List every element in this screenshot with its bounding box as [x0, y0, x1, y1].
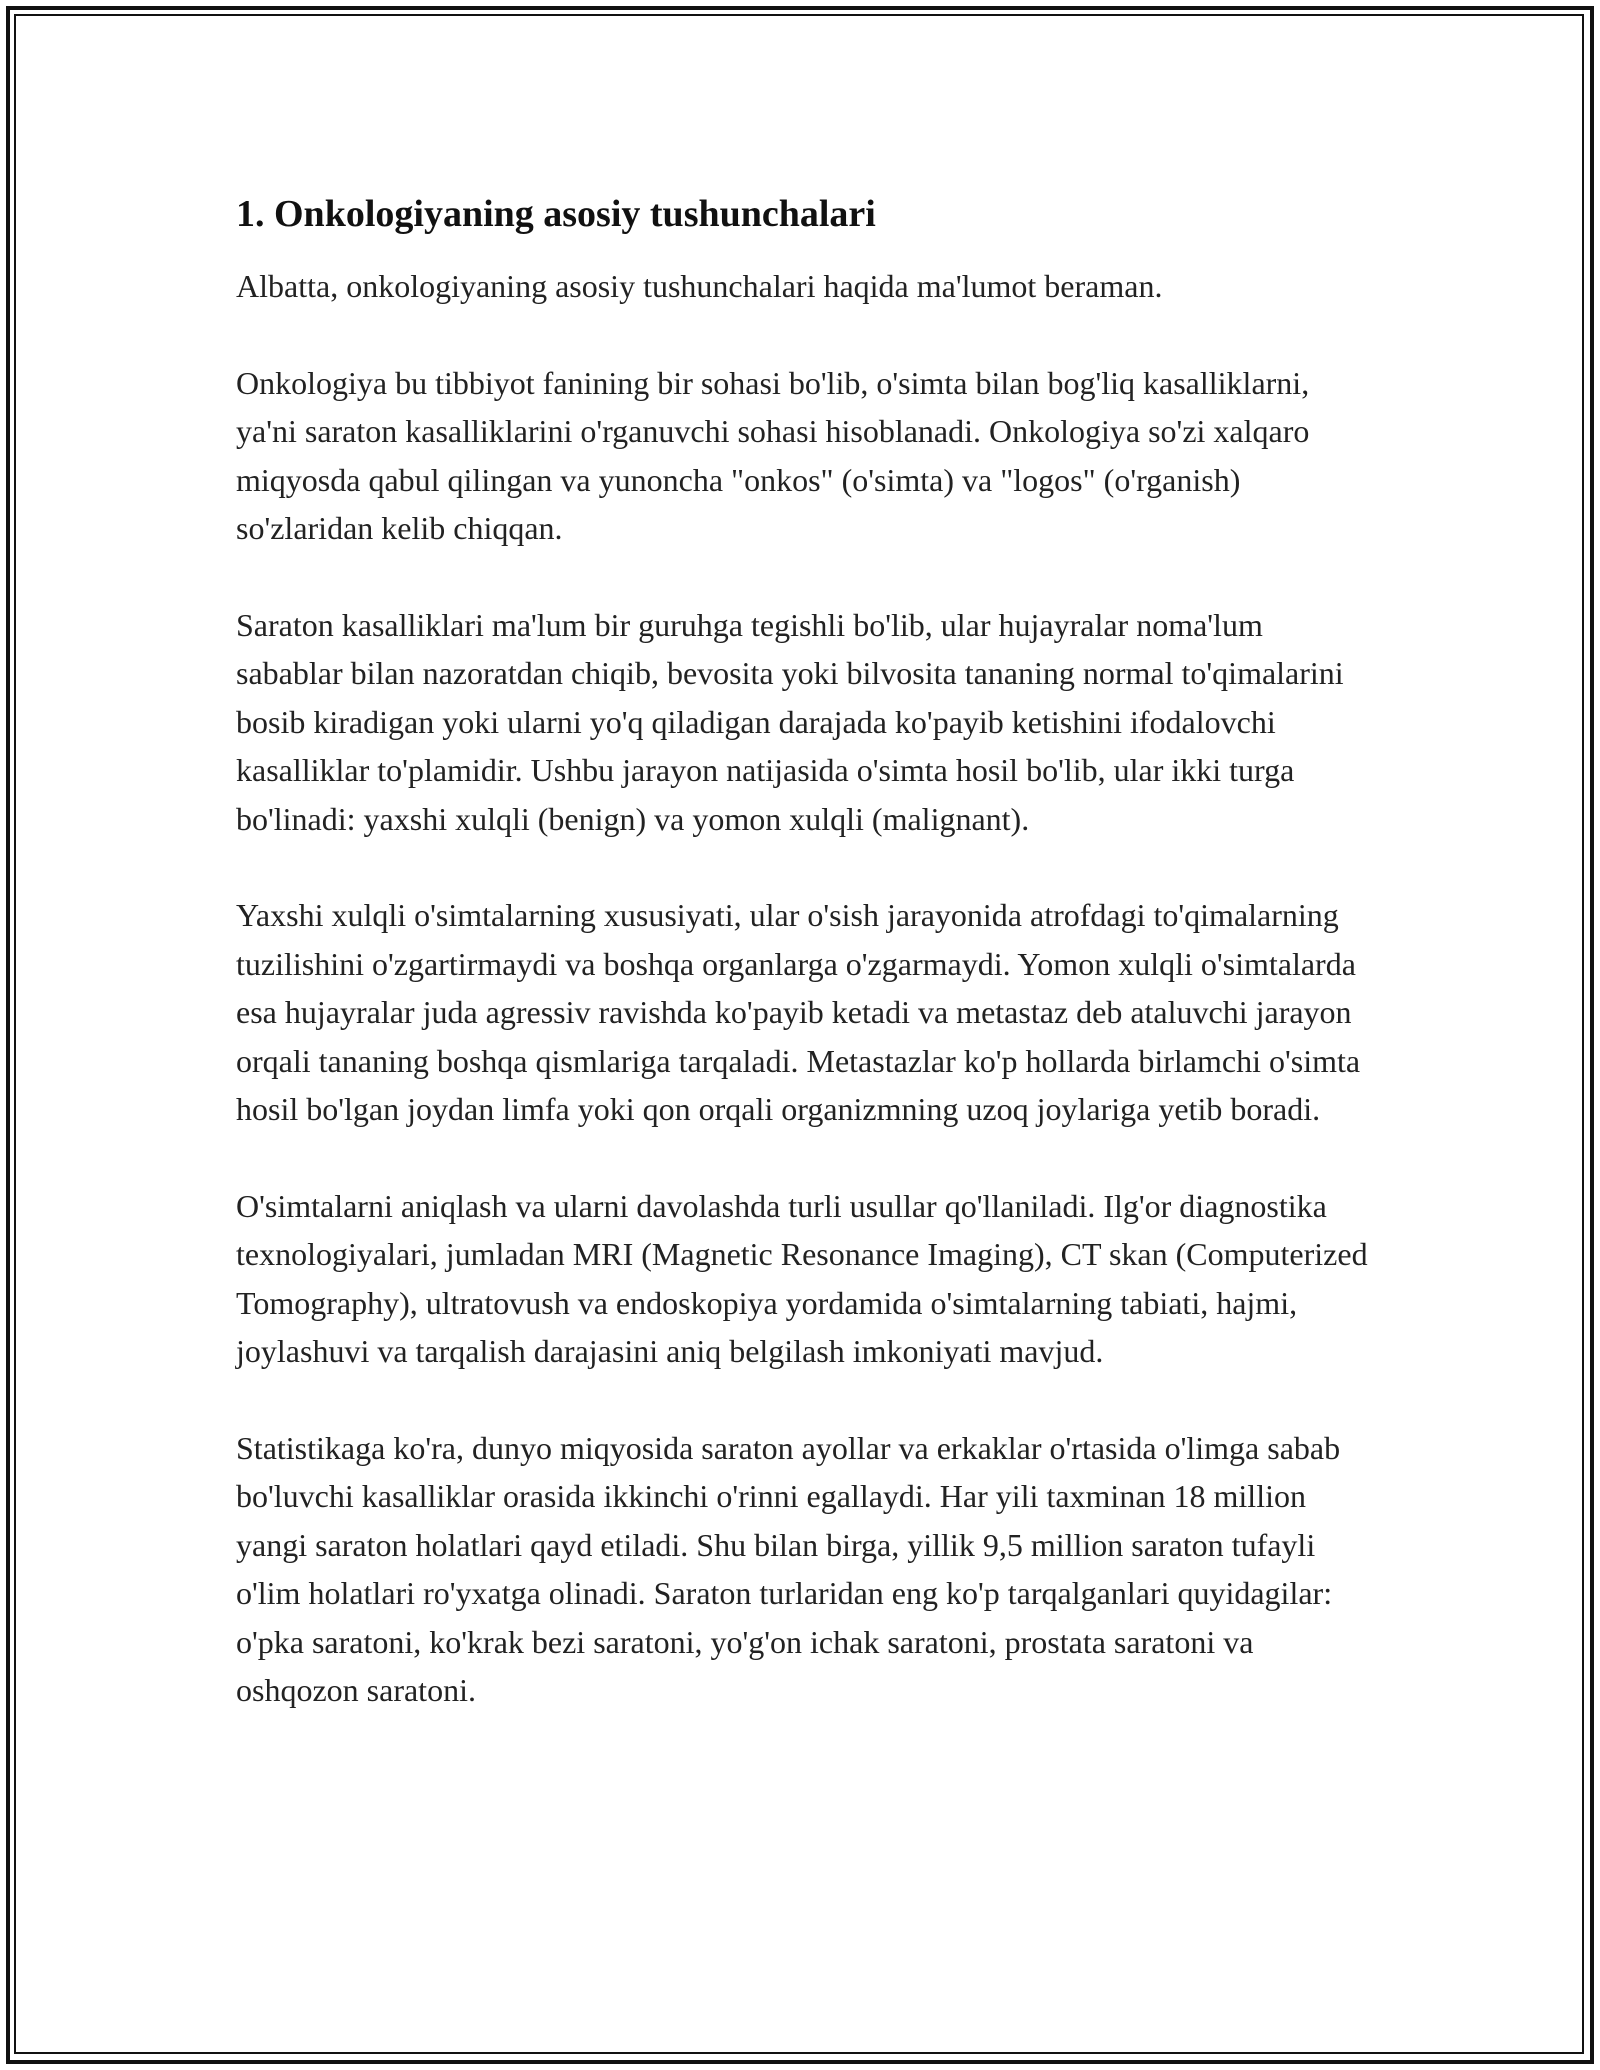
- document-body: [236, 188, 1376, 1763]
- paragraph-statistics: Statistikaga ko'ra, dunyo miqyosida saraton ayollar va erkaklar o'rtasida o'limga sabab bo'luvchi kasalliklar orasida ikkinchi o'rinni egallaydi. Har yili taxminan 18 million yangi saraton holatlari qayd etiladi. Shu bilan birga, yillik 9,5 million saraton tufayli o'lim holatlari ro'yxatga olinadi. Saraton turlaridan eng ko'p tarqalganlari quyidagilar: o'pka saratoni, ko'krak bezi saratoni, yo'g'on ichak saratoni, prostata saratoni va oshqozon saratoni.: [236, 1429, 1341, 1708]
- paragraph-diagnostics: O'simtalarni aniqlash va ularni davolashda turli usullar qo'llaniladi. Ilg'or diagnostika texnologiyalari, jumladan MRI (Magnetic Resonance Imaging), CT skan (Computerized Tomography), ultratovush va endoskopiya yordamida o'simtalarning tabiati, hajmi, joylashuvi va tarqalish darajasini aniq belgilash imkoniyati mavjud.: [236, 1187, 1368, 1369]
- paragraph-intro: Albatta, onkologiyaning asosiy tushunchalari haqida ma'lumot beraman.: [236, 268, 1163, 304]
- paragraph-cancer-description: Saraton kasalliklari ma'lum bir guruhga tegishli bo'lib, ular hujayralar noma'lum sabablar bilan nazoratdan chiqib, bevosita yoki bilvosita tananing normal to'qimalarini bosib kiradigan yoki ularni yo'q qiladigan darajada ko'payib ketishini ifodalovchi kasalliklar to'plamidir. Ushbu jarayon natijasida o'simta hosil bo'lib, ular ikki turga bo'linadi: yaxshi xulqli (benign) va yomon xulqli (malignant).: [236, 606, 1344, 837]
- section-title: 1. Onkologiyaning asosiy tushunchalari: [236, 193, 876, 235]
- paragraph-definition: Onkologiya bu tibbiyot fanining bir sohasi bo'lib, o'simta bilan bog'liq kasalliklarni, ya'ni saraton kasalliklarini o'rganuvchi sohasi hisoblanadi. Onkologiya so'zi xalqaro miqyosda qabul qilingan va yunoncha "onkos" (o'simta) va "logos" (o'rganish) so'zlaridan kelib chiqqan.: [236, 364, 1310, 546]
- paragraph-tumor-types: Yaxshi xulqli o'simtalarning xususiyati, ular o'sish jarayonida atrofdagi to'qimalarning tuzilishini o'zgartirmaydi va boshqa organlarga o'zgarmaydi. Yomon xulqli o'simtalarda esa hujayralar juda agressiv ravishda ko'payib ketadi va metastaz deb ataluvchi jarayon orqali tananing boshqa qismlariga tarqaladi. Metastazlar ko'p hollarda birlamchi o'simta hosil bo'lgan joydan limfa yoki qon orqali organizmning uzoq joylariga yetib boradi.: [236, 897, 1361, 1127]
